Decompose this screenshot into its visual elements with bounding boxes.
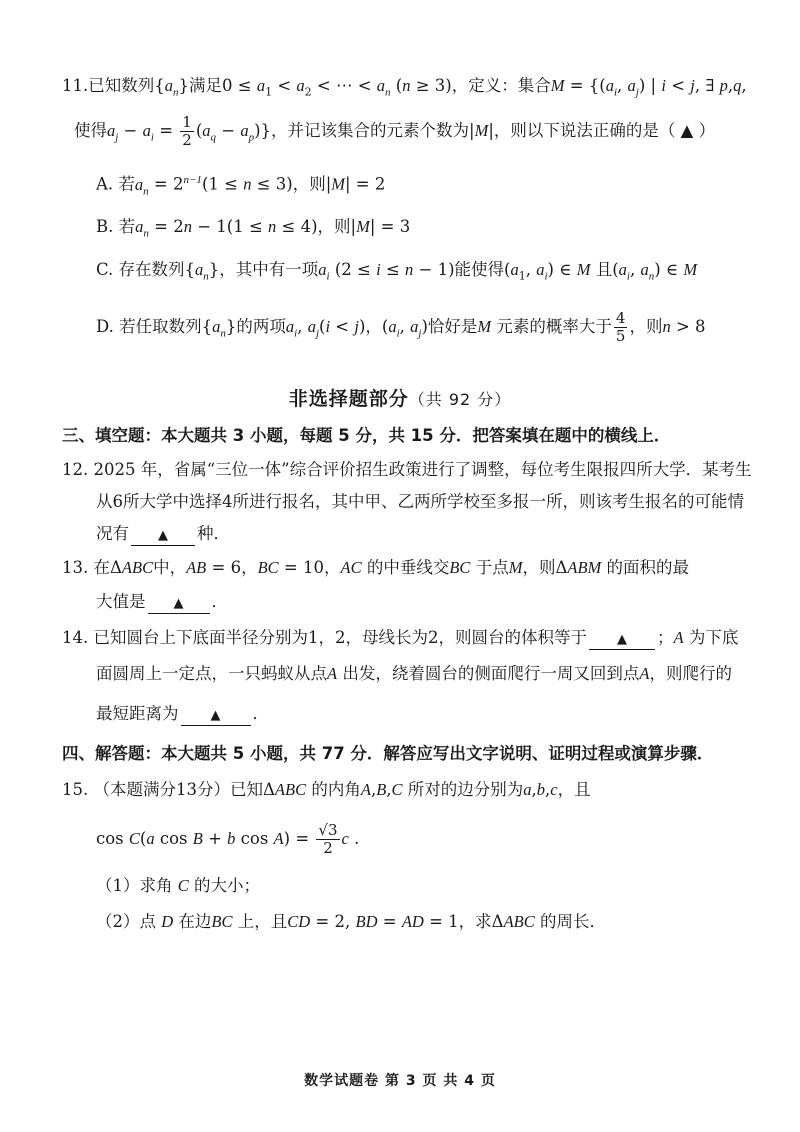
q11-line1: 11.已知数列$\{a_n\}$满足$0 \le a_1 < a_2$ < ⋯ < $a_n$ (n ≥ 3)，定义：集合$M = \{(a_i$, $a_j$) | i < j, ∃ p,q, xyxy=(62,76,747,99)
q12-line3: 况有 ▲ 种． xyxy=(96,522,230,546)
q15-sub1: （1）求角 C 的大小； xyxy=(96,876,261,895)
q15-formula: cos C(a cos B + b cos A) = $\frac{√3}{2}$ c . xyxy=(96,821,360,857)
q12-line1: 12. 2025 年，省属“三位一体”综合评价招生政策进行了调整，每位考生限报四所大学．某考生 xyxy=(62,460,752,479)
q14-line2: 面圆周上一定点，一只蚂蚁从点A 出发，绕着圆台的侧面爬行一周又回到点A，则爬行的 xyxy=(96,664,732,683)
part4-heading: 四、解答题：本大题共 5 小题，共 77 分．解答应写出文字说明、证明过程或演算步骤． xyxy=(62,744,714,763)
q11-option-d: D. 若任取数列$\{a_n\}$的两项$a_i$, $a_j(i < j)$，($a_i$, $a_j$)恰好是M 元素的概率大于 $\frac{4}{5}$ ，则n > 8 xyxy=(96,309,706,345)
q11-option-b: B. 若$a_n = 2n - 1(1 \le n \le 4)$，则|M| = 3 xyxy=(96,217,411,240)
q15-line1: 15. （本题满分13分）已知ΔABC 的内角A,B,C 所对的边分别为a,b,c，且 xyxy=(62,780,591,799)
q15-sub2: （2）点 D 在边BC 上，且CD = 2, BD = AD = 1，求ΔABC 的周长． xyxy=(96,912,606,931)
q12-line2: 从6所大学中选择4所进行报名，其中甲、乙两所学校至多报一所，则该考生报名的可能情 xyxy=(96,492,744,511)
q14-line1: 14. 已知圆台上下底面半径分别为1，2，母线长为2，则圆台的体积等于 ▲ ；A 为下底 xyxy=(62,626,738,650)
page-footer: 数学试题卷 第 3 页 共 4 页 xyxy=(304,1073,496,1089)
q13-line2: 大值是 ▲ ． xyxy=(96,590,228,614)
q11-line2: 使得$a_j - a_i$ = $\frac{1}{2}$ $(a_q - a_p)$}，并记该集合的元素个数为|M|，则以下说法正确的是（ ▲ ） xyxy=(74,113,716,149)
q11-option-a: A. 若$a_n = 2^{n-1}(1 \le n \le 3)$，则|M| = 2 xyxy=(96,174,386,197)
q13-line1: 13. 在ΔABC中，AB = 6，BC = 10，AC 的中垂线交BC 于点M，则ΔABM 的面积的最 xyxy=(62,558,690,577)
q11-option-c: C. 存在数列$\{a_n\}$，其中有一项$a_i$ (2 ≤ i ≤ n − 1)能使得($a_1$, $a_i$) ∈ M 且($a_i$, $a_n$) ∈ M xyxy=(96,260,698,283)
section-title: 非选择题部分（共 92 分） xyxy=(288,388,512,410)
q14-line3: 最短距离为 ▲ ． xyxy=(96,702,269,726)
part3-heading: 三、填空题：本大题共 3 小题，每题 5 分，共 15 分．把答案填在题中的横线上． xyxy=(62,426,671,445)
